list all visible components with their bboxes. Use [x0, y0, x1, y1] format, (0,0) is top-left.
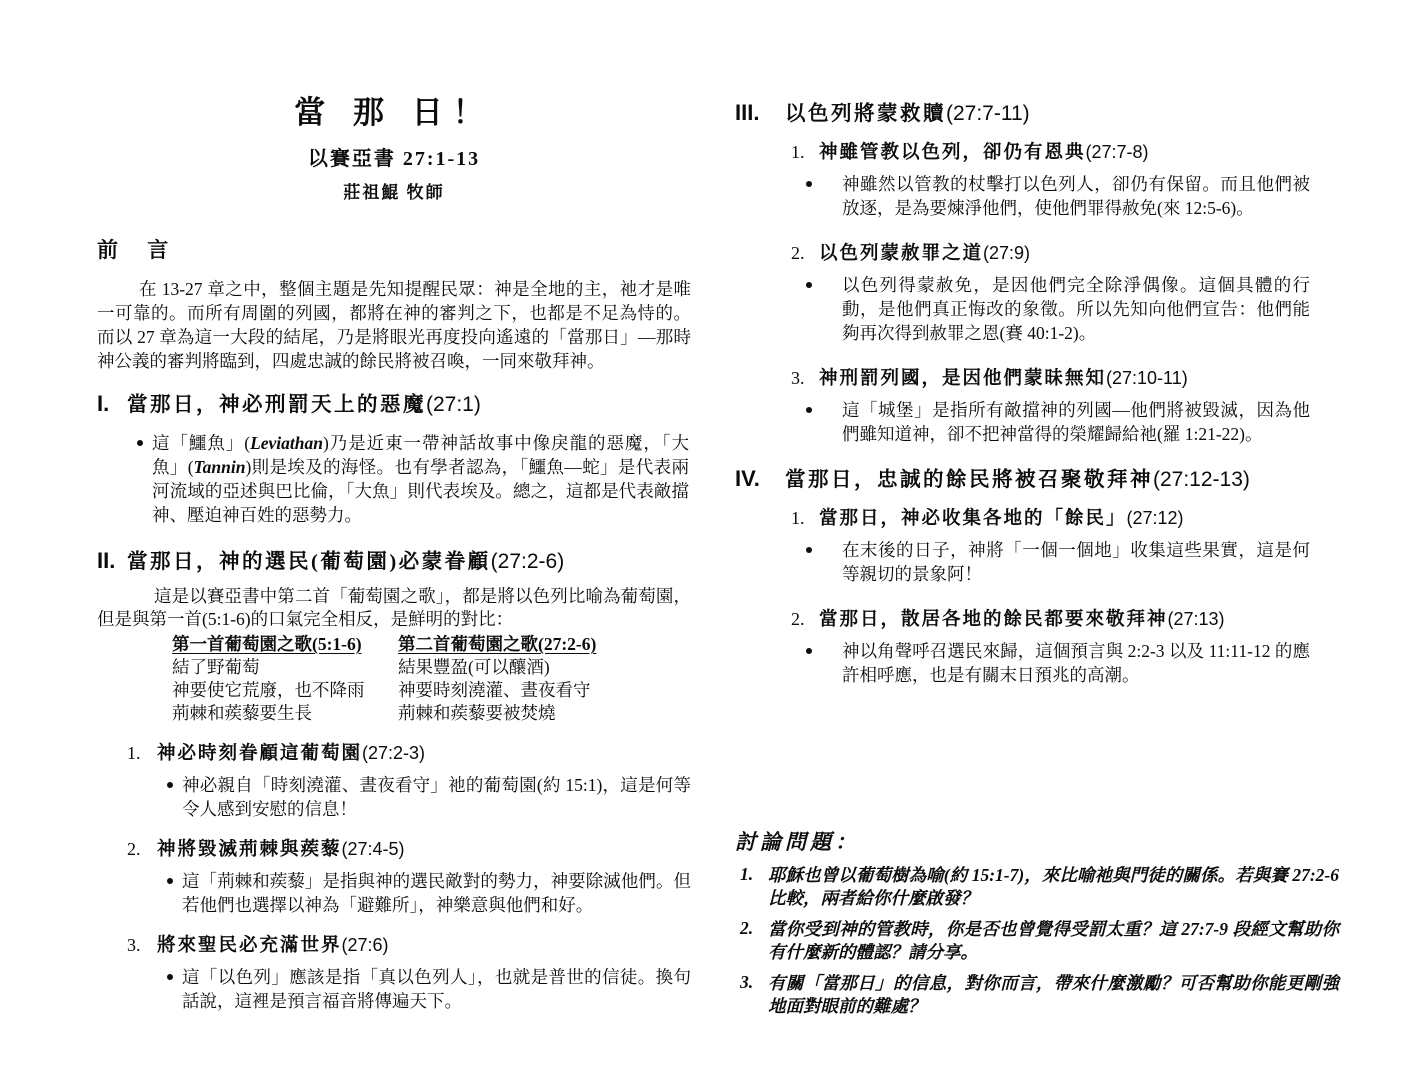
section-title: [127, 392, 481, 418]
section-4-heading: [735, 466, 1343, 493]
section-number: IV.: [735, 466, 760, 491]
bullet-dot-icon: [167, 965, 182, 1013]
left-column: [97, 95, 691, 1013]
item-heading: [735, 607, 1343, 632]
title-block: [97, 95, 691, 203]
bullet-text-part: )則是埃及的海怪。也有學者認為，「鱷魚—蛇」是代表兩河流域的亞述與巴比倫，「大魚」則代表埃及。總之，這都是代表敵擋神、壓迫神百姓的惡勢力。: [152, 457, 689, 525]
section-title: [127, 549, 564, 575]
bullet-text-part: )乃是近東一帶神話故事中像戾龍的惡魔，「大魚」(: [152, 433, 689, 477]
bullet-item: [735, 398, 1343, 446]
bullet-dot-icon: [806, 273, 842, 345]
item-verse-ref: (27:13): [1167, 609, 1225, 629]
preface-paragraph: 在 13-27 章之中，整個主題是先知提醒民眾：神是全地的主，祂才是唯一可靠的。而所有周圍的列國，都將在神的審判之下，也都是不足為恃的。而以 27 章為這一大段的結尾，乃是將眼光再度投向遙遠的「當那日」—那時神公義的審判將臨到，四處忠誠的餘民將被召喚，一同來敬拜神。: [97, 279, 691, 371]
section-title-text: 當那日，神必刑罰天上的惡魔: [127, 394, 426, 416]
section-title-text: 當那日，忠誠的餘民將被召聚敬拜神: [785, 469, 1153, 491]
bullet-item: [735, 172, 1343, 220]
section-4: [735, 466, 1343, 687]
item-title: [157, 933, 389, 958]
table-cell: 結果豐盈(可以釀酒): [398, 657, 550, 677]
section-verse-ref: (27:2-6): [490, 550, 565, 573]
item-heading: [735, 506, 1343, 531]
item-heading: [735, 241, 1343, 266]
section-1: [97, 391, 691, 527]
section-title: [785, 101, 1030, 127]
item-heading: [97, 933, 691, 958]
bullet-item: [735, 538, 1343, 586]
section-verse-ref: (27:7-11): [946, 102, 1030, 125]
question-number: 1.: [740, 864, 754, 884]
table-cell: 神要時刻澆灌、晝夜看守: [398, 680, 591, 700]
item-title-text: 神刑罰列國，是因他們蒙昧無知: [819, 369, 1107, 389]
page-title: 當 那 日！: [294, 95, 494, 130]
item-title-text: 神雖管教以色列，卻仍有恩典: [819, 143, 1086, 163]
bullet-item: [97, 965, 691, 1013]
item-number: 2.: [791, 243, 805, 263]
bullet-text: 以色列得蒙赦免，是因他們完全除淨偶像。這個具體的行動，是他們真正悔改的象徵。所以先知向他們宣告：他們能夠再次得到赦罪之恩(賽 40:1-2)。: [842, 275, 1310, 343]
vineyard-song-comparison-table: [172, 633, 691, 725]
question-text: 有關「當那日」的信息，對你而言，帶來什麼激勵？可否幫助你能更剛強地面對眼前的難處？: [768, 973, 1339, 1016]
preface-heading: 前 言: [97, 238, 181, 262]
item-heading: [735, 366, 1343, 391]
item-number: 2.: [127, 839, 141, 859]
term-tannin: Tannin: [193, 457, 246, 477]
discussion-questions-block: [735, 826, 1343, 1018]
item-number: 1.: [127, 743, 141, 763]
item-verse-ref: (27:12): [1126, 508, 1184, 528]
bullet-item: [97, 773, 691, 821]
item-title: [819, 366, 1188, 391]
discussion-question-1: [735, 864, 1343, 910]
bullet-text-part: 這「鱷魚」(: [152, 433, 251, 453]
question-number: 2.: [740, 918, 754, 938]
table-cell: 荊棘和蒺藜要生長: [172, 703, 312, 723]
bullet-dot-icon: [806, 538, 842, 586]
scripture-reference: 以賽亞書 27:1-13: [307, 148, 481, 170]
right-column: [735, 100, 1343, 1018]
item-heading: [97, 837, 691, 862]
bullet-text: [152, 431, 691, 527]
section-4-item-2: [735, 607, 1343, 687]
section-number: I.: [97, 391, 110, 416]
section-title-text: 當那日，神的選民(葡萄園)必蒙眷顧: [127, 551, 491, 573]
question-text: 當你受到神的管教時，你是否也曾覺得受罰太重？這 27:7-9 段經文幫助你有什麼新的體認？請分享。: [768, 919, 1339, 962]
item-title: [819, 241, 1030, 266]
item-title: [157, 741, 425, 766]
item-verse-ref: (27:6): [341, 935, 389, 955]
section-2-intro: 這是以賽亞書中第二首「葡萄園之歌」，都是將以色列比喻為葡萄園，但是與第一首(5:1-6)的口氣完全相反，是鮮明的對比：: [97, 586, 691, 629]
discussion-question-3: [735, 972, 1343, 1018]
bullet-text: 神必親自「時刻澆灌、晝夜看守」祂的葡萄園(約 15:1)，這是何等令人感到安慰的信息！: [182, 775, 691, 819]
item-verse-ref: (27:7-8): [1085, 142, 1149, 162]
section-2-item-2: [97, 837, 691, 917]
section-2: [97, 548, 691, 1013]
bullet-dot-icon: [806, 398, 842, 446]
section-2-heading: [97, 548, 691, 575]
item-verse-ref: (27:4-5): [341, 839, 405, 859]
item-number: 2.: [791, 609, 805, 629]
item-title-text: 神將毀滅荊棘與蒺藜: [157, 840, 342, 860]
item-title: [157, 837, 405, 862]
section-2-item-1: [97, 741, 691, 821]
table-cell: 神要使它荒廢，也不降雨: [172, 680, 365, 700]
bullet-item: [735, 639, 1343, 687]
item-number: 3.: [127, 935, 141, 955]
item-title: [819, 607, 1225, 632]
bullet-text: 神雖然以管教的杖擊打以色列人，卻仍有保留。而且他們被放逐，是為要煉淨他們，使他們罪得赦免(來 12:5-6)。: [842, 174, 1310, 218]
bullet-dot-icon: [167, 869, 182, 917]
section-title-text: 以色列將蒙救贖: [785, 103, 946, 125]
item-verse-ref: (27:9): [983, 243, 1031, 263]
section-number: III.: [735, 100, 760, 125]
section-verse-ref: (27:12-13): [1153, 468, 1250, 491]
question-number: 3.: [740, 972, 754, 992]
bullet-item: [97, 431, 691, 527]
term-leviathan: Leviathan: [250, 433, 323, 453]
item-title-text: 將來聖民必充滿世界: [157, 936, 342, 956]
item-title-text: 當那日，散居各地的餘民都要來敬拜神: [819, 610, 1168, 630]
discussion-heading: 討論問題：: [735, 830, 860, 854]
table-cell: 結了野葡萄: [172, 657, 260, 677]
bullet-dot-icon: [137, 431, 152, 527]
bullet-text: 在末後的日子，神將「一個一個地」收集這些果實，這是何等親切的景象阿！: [842, 540, 1310, 584]
item-title-text: 以色列蒙赦罪之道: [819, 244, 984, 264]
section-4-item-1: [735, 506, 1343, 586]
section-2-item-3: [97, 933, 691, 1013]
item-title: [819, 140, 1149, 165]
item-title-text: 神必時刻眷顧這葡萄園: [157, 744, 363, 764]
section-title: [785, 467, 1250, 493]
section-3-item-3: [735, 366, 1343, 446]
item-title: [819, 506, 1184, 531]
table-cell: 荊棘和蒺藜要被焚燒: [398, 703, 556, 723]
section-number: II.: [97, 548, 116, 573]
item-verse-ref: (27:10-11): [1106, 368, 1188, 388]
bullet-dot-icon: [806, 639, 842, 687]
bullet-dot-icon: [167, 773, 182, 821]
bullet-item: [735, 273, 1343, 345]
author-name: 莊祖鯤 牧師: [343, 183, 445, 202]
table-col1-header: 第一首葡萄園之歌(5:1-6): [172, 634, 362, 654]
item-number: 3.: [791, 368, 805, 388]
section-3-item-2: [735, 241, 1343, 345]
bullet-text: 這「以色列」應該是指「真以色列人」，也就是普世的信徒。換句話說，這裡是預言福音將傳遍天下。: [182, 967, 691, 1011]
item-title-text: 當那日，神必收集各地的「餘民」: [819, 509, 1127, 529]
table-col2-header: 第二首葡萄園之歌(27:2-6): [398, 634, 597, 654]
item-number: 1.: [791, 142, 805, 162]
bullet-text: 這「城堡」是指所有敵擋神的列國—他們將被毀滅，因為他們雖知道神，卻不把神當得的榮耀歸給祂(羅 1:21-22)。: [842, 400, 1310, 444]
bullet-item: [97, 869, 691, 917]
section-3: [735, 100, 1343, 446]
section-3-item-1: [735, 140, 1343, 220]
bullet-dot-icon: [806, 172, 842, 220]
item-heading: [97, 741, 691, 766]
question-text: 耶穌也曾以葡萄樹為喻(約 15:1-7)，來比喻祂與門徒的關係。若與賽 27:2-6 比較，兩者給你什麼啟發？: [768, 865, 1339, 908]
section-1-heading: [97, 391, 691, 418]
item-heading: [735, 140, 1343, 165]
section-verse-ref: (27:1): [426, 393, 481, 416]
item-verse-ref: (27:2-3): [362, 743, 426, 763]
discussion-question-2: [735, 918, 1343, 964]
item-number: 1.: [791, 508, 805, 528]
bullet-text: 這「荊棘和蒺藜」是指與神的選民敵對的勢力，神要除滅他們。但若他們也選擇以神為「避難所」，神樂意與他們和好。: [182, 871, 691, 915]
bullet-text: 神以角聲呼召選民來歸，這個預言與 2:2-3 以及 11:11-12 的應許相呼應，也是有關末日預兆的高潮。: [842, 641, 1310, 685]
section-3-heading: [735, 100, 1343, 127]
